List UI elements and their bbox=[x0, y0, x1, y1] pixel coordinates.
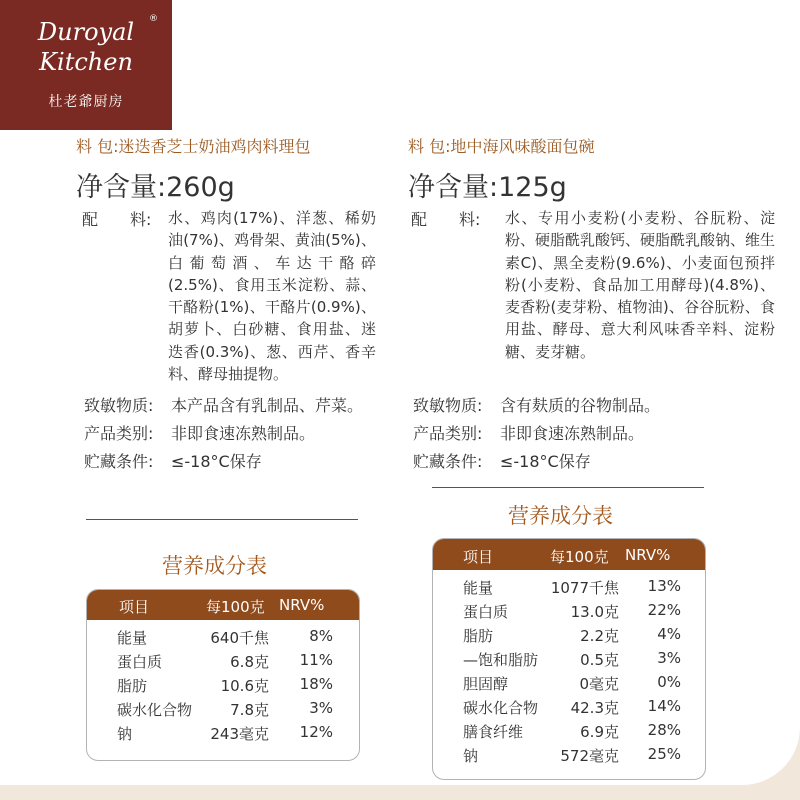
table-row bbox=[433, 625, 705, 650]
storage-text: ≤-18°C保存 bbox=[171, 452, 262, 471]
package-label: 料 包:迷迭香芝士奶油鸡肉料理包 bbox=[76, 137, 311, 156]
table-row bbox=[433, 721, 705, 746]
row-item: 蛋白质 bbox=[117, 653, 163, 671]
registered-mark: ® bbox=[149, 14, 158, 24]
row-amount: 572毫克 bbox=[560, 747, 619, 765]
table-row bbox=[433, 649, 705, 674]
header-item: 项目 bbox=[463, 548, 494, 566]
row-nrv: 0% bbox=[657, 673, 681, 691]
table-row bbox=[87, 651, 359, 676]
table-row bbox=[433, 577, 705, 602]
ingredients-text: 水、专用小麦粉(小麦粉、谷朊粉、淀粉、硬脂酰乳酸钙、硬脂酰乳酸钠、维生素C)、黑全麦粉(9.6%)、小麦面包预拌粉(小麦粉、食品加工用酵母)(4.8%)、麦香粉(麦芽粉、植物油)、谷谷朊粉、食用盐、酵母、意大利风味香辛料、淀粉糖、麦芽糖。 bbox=[505, 209, 776, 361]
table-row bbox=[87, 699, 359, 724]
header-nrv: NRV% bbox=[625, 546, 671, 564]
storage-label: 贮藏条件: bbox=[413, 452, 483, 471]
row-nrv: 28% bbox=[647, 721, 681, 739]
row-item: 能量 bbox=[463, 579, 494, 597]
category-label: 产品类别: bbox=[413, 424, 483, 443]
nutrition-title: 营养成分表 bbox=[508, 504, 613, 528]
category-text: 非即食速冻熟制品。 bbox=[171, 424, 316, 443]
storage-text: ≤-18°C保存 bbox=[500, 452, 591, 471]
row-item: 能量 bbox=[117, 629, 148, 647]
row-amount: 7.8克 bbox=[230, 701, 269, 719]
row-item: 脂肪 bbox=[117, 677, 148, 695]
table-row bbox=[87, 675, 359, 700]
nutrition-table bbox=[432, 538, 706, 780]
row-item: 碳水化合物 bbox=[117, 701, 193, 719]
row-amount: 640千焦 bbox=[210, 629, 269, 647]
row-item: 脂肪 bbox=[463, 627, 494, 645]
table-row bbox=[433, 673, 705, 698]
nutrition-table-header bbox=[433, 539, 705, 570]
net-content: 净含量:260g bbox=[76, 172, 235, 203]
allergen-text: 本产品含有乳制品、芹菜。 bbox=[171, 396, 364, 415]
row-amount: 1077千焦 bbox=[550, 579, 619, 597]
header-per100g: 每100克 bbox=[550, 548, 609, 566]
brand-logo bbox=[0, 0, 172, 130]
header-item: 项目 bbox=[119, 598, 150, 616]
row-amount: 243毫克 bbox=[210, 725, 269, 743]
row-item: 胆固醇 bbox=[463, 675, 509, 693]
logo-script-line1: Duroyal bbox=[37, 18, 135, 46]
row-item: 膳食纤维 bbox=[463, 723, 524, 741]
row-nrv: 13% bbox=[647, 577, 681, 595]
storage-label: 贮藏条件: bbox=[84, 452, 154, 471]
row-amount: 0毫克 bbox=[579, 675, 619, 693]
ingredients-label: 配 料: bbox=[82, 210, 152, 229]
divider bbox=[86, 519, 358, 520]
package-label: 料 包:地中海风味酸面包碗 bbox=[408, 137, 595, 156]
row-amount: 10.6克 bbox=[220, 677, 269, 695]
table-row bbox=[87, 627, 359, 652]
category-text: 非即食速冻熟制品。 bbox=[500, 424, 645, 443]
header-per100g: 每100克 bbox=[206, 598, 265, 616]
row-nrv: 11% bbox=[299, 651, 333, 669]
row-item: 钠 bbox=[463, 747, 479, 765]
row-nrv: 3% bbox=[309, 699, 333, 717]
row-nrv: 12% bbox=[299, 723, 333, 741]
row-nrv: 4% bbox=[657, 625, 681, 643]
row-nrv: 22% bbox=[647, 601, 681, 619]
logo-chinese-name: 杜老爺厨房 bbox=[48, 94, 124, 110]
row-amount: 6.8克 bbox=[230, 653, 269, 671]
allergen-label: 致敏物质: bbox=[413, 396, 483, 415]
row-amount: 42.3克 bbox=[570, 699, 619, 717]
table-row bbox=[433, 697, 705, 722]
row-item: 蛋白质 bbox=[463, 603, 509, 621]
nutrition-table-header bbox=[87, 590, 359, 620]
row-amount: 2.2克 bbox=[580, 627, 619, 645]
row-amount: 0.5克 bbox=[580, 651, 619, 669]
allergen-label: 致敏物质: bbox=[84, 396, 154, 415]
nutrition-table bbox=[86, 589, 360, 761]
row-nrv: 14% bbox=[647, 697, 681, 715]
table-row bbox=[87, 723, 359, 748]
row-amount: 6.9克 bbox=[580, 723, 619, 741]
row-item: —饱和脂肪 bbox=[463, 651, 539, 669]
row-item: 钠 bbox=[117, 725, 133, 743]
row-nrv: 3% bbox=[657, 649, 681, 667]
row-amount: 13.0克 bbox=[570, 603, 619, 621]
table-row bbox=[433, 601, 705, 626]
net-content: 净含量:125g bbox=[408, 172, 567, 203]
table-row bbox=[433, 745, 705, 770]
ingredients-label: 配 料: bbox=[411, 210, 481, 229]
allergen-text: 含有麸质的谷物制品。 bbox=[500, 396, 661, 415]
row-nrv: 25% bbox=[647, 745, 681, 763]
ingredients-text: 水、鸡肉(17%)、洋葱、稀奶油(7%)、鸡骨架、黄油(5%)、白葡萄酒、车达干酪碎(2.5%)、食用玉米淀粉、蒜、干酪粉(1%)、干酪片(0.9%)、胡萝卜、白砂糖、食用盐、迷迭香(0.3%)、葱、西芹、香辛料、酵母抽提物。 bbox=[168, 209, 376, 384]
category-label: 产品类别: bbox=[84, 424, 154, 443]
nutrition-title: 营养成分表 bbox=[162, 554, 267, 578]
header-nrv: NRV% bbox=[279, 596, 325, 614]
row-nrv: 18% bbox=[299, 675, 333, 693]
logo-script-line2: Kitchen bbox=[39, 48, 133, 76]
divider bbox=[432, 487, 704, 488]
row-item: 碳水化合物 bbox=[463, 699, 539, 717]
row-nrv: 8% bbox=[309, 627, 333, 645]
